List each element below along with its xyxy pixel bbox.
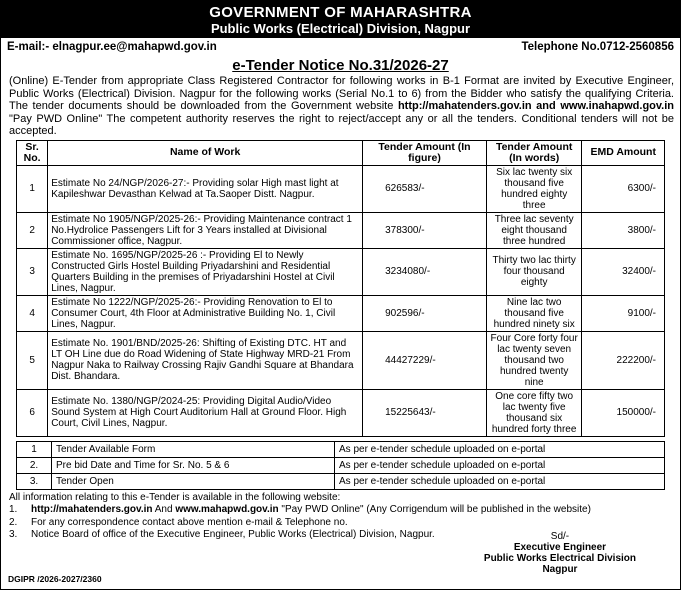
header-banner	[1, 1, 680, 38]
cell-emd: 9100/-	[582, 295, 665, 331]
table-row	[17, 165, 665, 212]
signature-division: Public Works Electrical Division	[483, 553, 636, 564]
info-item-3-text: Notice Board of office of the Executive Engineer, Public Works (Electrical) Division, Nagpur.	[31, 529, 435, 540]
info-number: 2.	[9, 516, 18, 528]
info-item-2	[9, 517, 674, 530]
cell-sr-no: 2	[17, 212, 48, 248]
cell-amount-words: Thirty two lac thirty four thousand eighty	[486, 248, 582, 295]
cell-amount-words: One core fifty two lac twenty five thousand six hundred forty three	[486, 389, 582, 436]
intro-link-pwd[interactable]: www.inahapwd.gov.in	[560, 100, 675, 112]
cell-amount-words: Nine lac two thousand five hundred ninety six	[486, 295, 582, 331]
dgipr-code: DGIPR /2026-2027/2360	[8, 574, 102, 584]
schedule-value: As per e-tender schedule uploaded on e-portal	[335, 441, 665, 457]
signature-city: Nagpur	[542, 564, 578, 575]
cell-emd: 150000/-	[582, 389, 665, 436]
cell-amount-words: Three lac seventy eight thousand three hundred	[486, 212, 582, 248]
cell-amount-figure: 902596/-	[363, 295, 487, 331]
table-row	[17, 212, 665, 248]
cell-emd: 6300/-	[582, 165, 665, 212]
intro-text-1: (Online) E-Tender from appropriate Class Registered Contractor for following works in B-1 Format are invited by Executive Engineer, Public Works (Electrical) Division. Nagpur for the following works (Serial No.1 to 6) from the Bidder who satisfy the qualifying Criteria. The tender documents should be downloaded from the Government website	[9, 75, 674, 112]
contact-line	[1, 38, 680, 54]
cell-sr-no: 1	[17, 165, 48, 212]
cell-sr-no: 6	[17, 389, 48, 436]
schedule-label: Pre bid Date and Time for Sr. No. 5 & 6	[52, 457, 335, 473]
cell-amount-figure: 3234080/-	[363, 248, 487, 295]
header-sr-no: Sr. No.	[17, 140, 48, 165]
table-row	[17, 248, 665, 295]
schedule-row	[17, 473, 665, 489]
info-link-mahatenders[interactable]: http://mahatenders.gov.in	[31, 504, 153, 515]
cell-amount-figure: 626583/-	[363, 165, 487, 212]
table-row	[17, 295, 665, 331]
works-table	[16, 140, 665, 437]
cell-emd: 222200/-	[582, 331, 665, 389]
schedule-label: Tender Open	[52, 473, 335, 489]
cell-emd: 3800/-	[582, 212, 665, 248]
works-table-header	[17, 140, 665, 165]
cell-name-of-work: Estimate No 1905/NGP/2025-26:- Providing Maintenance contract 1 No.Hydrolice Passengers Lift for 3 Years installed at Divisional Commissioner office, Nagpur.	[48, 212, 363, 248]
cell-amount-figure: 378300/-	[363, 212, 487, 248]
info-number: 3.	[9, 529, 18, 540]
info-number: 1.	[9, 504, 18, 515]
intro-and: and	[531, 100, 561, 112]
division-title: Public Works (Electrical) Division, Nagpur	[210, 21, 471, 36]
cell-name-of-work: Estimate No 24/NGP/2026-27:- Providing solar High mast light at Kapileshwar Devasthan Kelwad at Ta.Saoper Distt. Nagpur.	[48, 165, 363, 212]
schedule-row	[17, 441, 665, 457]
header-emd: EMD Amount	[582, 140, 665, 165]
schedule-sr: 2.	[17, 457, 52, 473]
header-name-of-work: Name of Work	[48, 140, 363, 165]
info-item-1-rest: "Pay PWD Online" (Any Corrigendum will be published in the website)	[278, 504, 591, 515]
cell-sr-no: 4	[17, 295, 48, 331]
cell-emd: 32400/-	[582, 248, 665, 295]
info-and: And	[152, 504, 176, 515]
phone-text: Telephone No.0712-2560856	[521, 41, 674, 53]
table-row	[17, 331, 665, 389]
schedule-sr: 1	[17, 441, 52, 457]
schedule-value: As per e-tender schedule uploaded on e-portal	[335, 473, 665, 489]
info-link-mahapwd[interactable]: www.mahapwd.gov.in	[175, 504, 279, 515]
info-item-1	[9, 504, 674, 517]
intro-link-mahatenders[interactable]: http://mahatenders.gov.in	[397, 100, 532, 112]
intro-paragraph	[1, 74, 680, 138]
cell-name-of-work: Estimate No. 1380/NGP/2024-25: Providing Digital Audio/Video Sound System at High Court Auditorium Hall at Ground Floor. High Court, Civil Lines, Nagpur.	[48, 389, 363, 436]
cell-name-of-work: Estimate No 1222/NGP/2025-26:- Providing Renovation to El to Consumer Court, 4th Floor at Administrative Building No. 1, Civil Lines, Nagpur.	[48, 295, 363, 331]
info-heading: All information relating to this e-Tender is available in the following website:	[9, 491, 341, 503]
email-text: E-mail:- elnagpur.ee@mahapwd.gov.in	[7, 41, 217, 53]
cell-amount-words: Six lac twenty six thousand five hundred eighty three	[486, 165, 582, 212]
schedule-value: As per e-tender schedule uploaded on e-portal	[335, 457, 665, 473]
header-amount-words: Tender Amount (In words)	[486, 140, 582, 165]
intro-text-2: "Pay PWD Online" The competent authority reserves the right to reject/accept any or all the tenders. Conditional tenders will not be accepted.	[9, 112, 674, 137]
header-amount-figure: Tender Amount (In figure)	[363, 140, 487, 165]
info-item-2-text: For any correspondence contact above mention e-mail & Telephone no.	[31, 516, 348, 528]
schedule-sr: 3.	[17, 473, 52, 489]
schedule-table	[16, 441, 665, 490]
cell-sr-no: 3	[17, 248, 48, 295]
schedule-row	[17, 457, 665, 473]
table-row	[17, 389, 665, 436]
signature-sd: Sd/-	[550, 531, 570, 542]
cell-name-of-work: Estimate No. 1901/BND/2025-26: Shifting of Existing DTC. HT and LT OH Line due do Road Widening of State Highway MRD-21 From Nagpur Naka to Railway Crossing Rajiv Gandhi Square at Bhandara Dist. Bhandara.	[48, 331, 363, 389]
signature-title: Executive Engineer	[513, 542, 607, 553]
cell-amount-words: Four Core forty four lac twenty seven thousand two hundred twenty nine	[486, 331, 582, 389]
cell-sr-no: 5	[17, 331, 48, 389]
cell-amount-figure: 44427229/-	[363, 331, 487, 389]
signature-block	[484, 531, 636, 575]
notice-title: e-Tender Notice No.31/2026-27	[232, 57, 449, 74]
government-title: GOVERNMENT OF MAHARASHTRA	[209, 4, 472, 21]
cell-name-of-work: Estimate No. 1695/NGP/2025-26 :- Providing El to Newly Constructed Girls Hostel Building Priyadarshini and Residential Quarters Building in the premises of Priyadarshini Hostel at Civil Lines, Nagpur.	[48, 248, 363, 295]
schedule-label: Tender Available Form	[52, 441, 335, 457]
cell-amount-figure: 15225643/-	[363, 389, 487, 436]
